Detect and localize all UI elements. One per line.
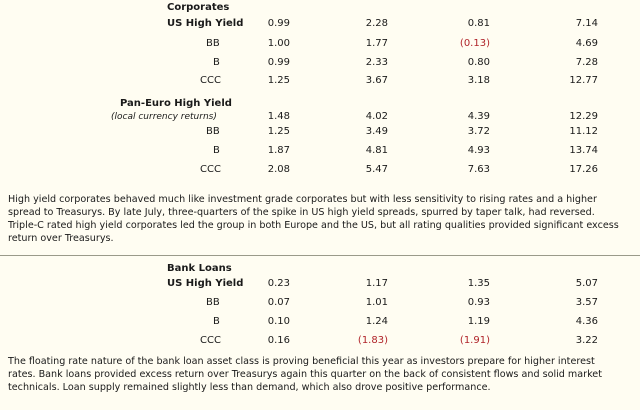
cell: 4.02 (365, 111, 388, 122)
cell: 4.81 (365, 145, 388, 156)
table-row (0, 111, 640, 125)
table-row (0, 126, 640, 140)
corporates-commentary: High yield corporates behaved much like investment grade corporates but with less sensitivity to rising rates and a higher spread to Treasurys. By late July, three-quarters of the spike in US high yield spreads, spurred by taper talk, had reversed. Triple-C rated high yield corporates led the group in both Europe and the US, but all rating qualities provided significant excess return over Treasurys. (8, 194, 619, 244)
cell: 2.08 (267, 164, 290, 175)
cell: 0.99 (267, 57, 290, 68)
cell: (1.91) (459, 335, 490, 346)
cell: 3.67 (365, 75, 388, 86)
corporates-heading: Corporates (167, 2, 230, 13)
cell: 3.49 (365, 126, 388, 137)
cell: 3.22 (575, 335, 598, 346)
cell: 3.18 (467, 75, 490, 86)
cell: 1.25 (267, 126, 290, 137)
row-label: B (213, 316, 220, 327)
row-label: BB (206, 297, 220, 308)
row-label: US High Yield (167, 18, 244, 29)
table-row (0, 297, 640, 311)
cell: 5.47 (365, 164, 388, 175)
cell: 0.07 (267, 297, 290, 308)
table-row (0, 164, 640, 178)
cell: 2.28 (365, 18, 388, 29)
table-row (0, 278, 640, 292)
cell: 5.07 (575, 278, 598, 289)
cell: 0.93 (467, 297, 490, 308)
row-label: BB (206, 126, 220, 137)
cell: 1.01 (365, 297, 388, 308)
cell: 1.77 (365, 38, 388, 49)
table-row (0, 38, 640, 52)
cell: 1.00 (267, 38, 290, 49)
row-label: CCC (200, 164, 221, 175)
cell: 2.33 (365, 57, 388, 68)
bank-loans-heading: Bank Loans (167, 263, 232, 274)
cell: 1.19 (467, 316, 490, 327)
table-row (0, 57, 640, 71)
cell: 0.80 (467, 57, 490, 68)
pan-euro-heading: Pan-Euro High Yield (120, 98, 232, 109)
cell: 1.87 (267, 145, 290, 156)
bank-loans-commentary: The floating rate nature of the bank loan asset class is proving beneficial this year as investors prepare for higher interest rates. Bank loans provided excess return over Treasurys again this quarter on the back of consistent flows and solid market technicals. Loan supply remained slightly less than demand, which also drove positive performance. (8, 356, 602, 393)
cell: 4.39 (467, 111, 490, 122)
cell: 0.23 (267, 278, 290, 289)
row-label: BB (206, 38, 220, 49)
cell: 0.81 (467, 18, 490, 29)
cell: 12.77 (569, 75, 598, 86)
cell: 7.14 (575, 18, 598, 29)
cell: 0.99 (267, 18, 290, 29)
cell: 1.25 (267, 75, 290, 86)
pan-euro-subtitle: (local currency returns) (111, 112, 217, 122)
cell: 7.63 (467, 164, 490, 175)
cell: 1.17 (365, 278, 388, 289)
cell: 12.29 (569, 111, 598, 122)
table-row (0, 335, 640, 349)
row-label: CCC (200, 335, 221, 346)
section-divider (0, 255, 640, 256)
cell: 4.36 (575, 316, 598, 327)
table-row (0, 18, 640, 32)
cell: 1.48 (267, 111, 290, 122)
cell: 0.16 (267, 335, 290, 346)
cell: 4.93 (467, 145, 490, 156)
cell: 17.26 (569, 164, 598, 175)
row-label: B (213, 57, 220, 68)
cell: 7.28 (575, 57, 598, 68)
cell: 3.57 (575, 297, 598, 308)
row-label: US High Yield (167, 278, 244, 289)
cell: 3.72 (467, 126, 490, 137)
cell: 1.24 (365, 316, 388, 327)
table-row (0, 145, 640, 159)
row-label: CCC (200, 75, 221, 86)
cell: (1.83) (357, 335, 388, 346)
table-row (0, 316, 640, 330)
cell: 4.69 (575, 38, 598, 49)
table-row (0, 75, 640, 89)
cell: 0.10 (267, 316, 290, 327)
cell: 11.12 (569, 126, 598, 137)
cell: 1.35 (467, 278, 490, 289)
row-label: B (213, 145, 220, 156)
cell: (0.13) (459, 38, 490, 49)
cell: 13.74 (569, 145, 598, 156)
